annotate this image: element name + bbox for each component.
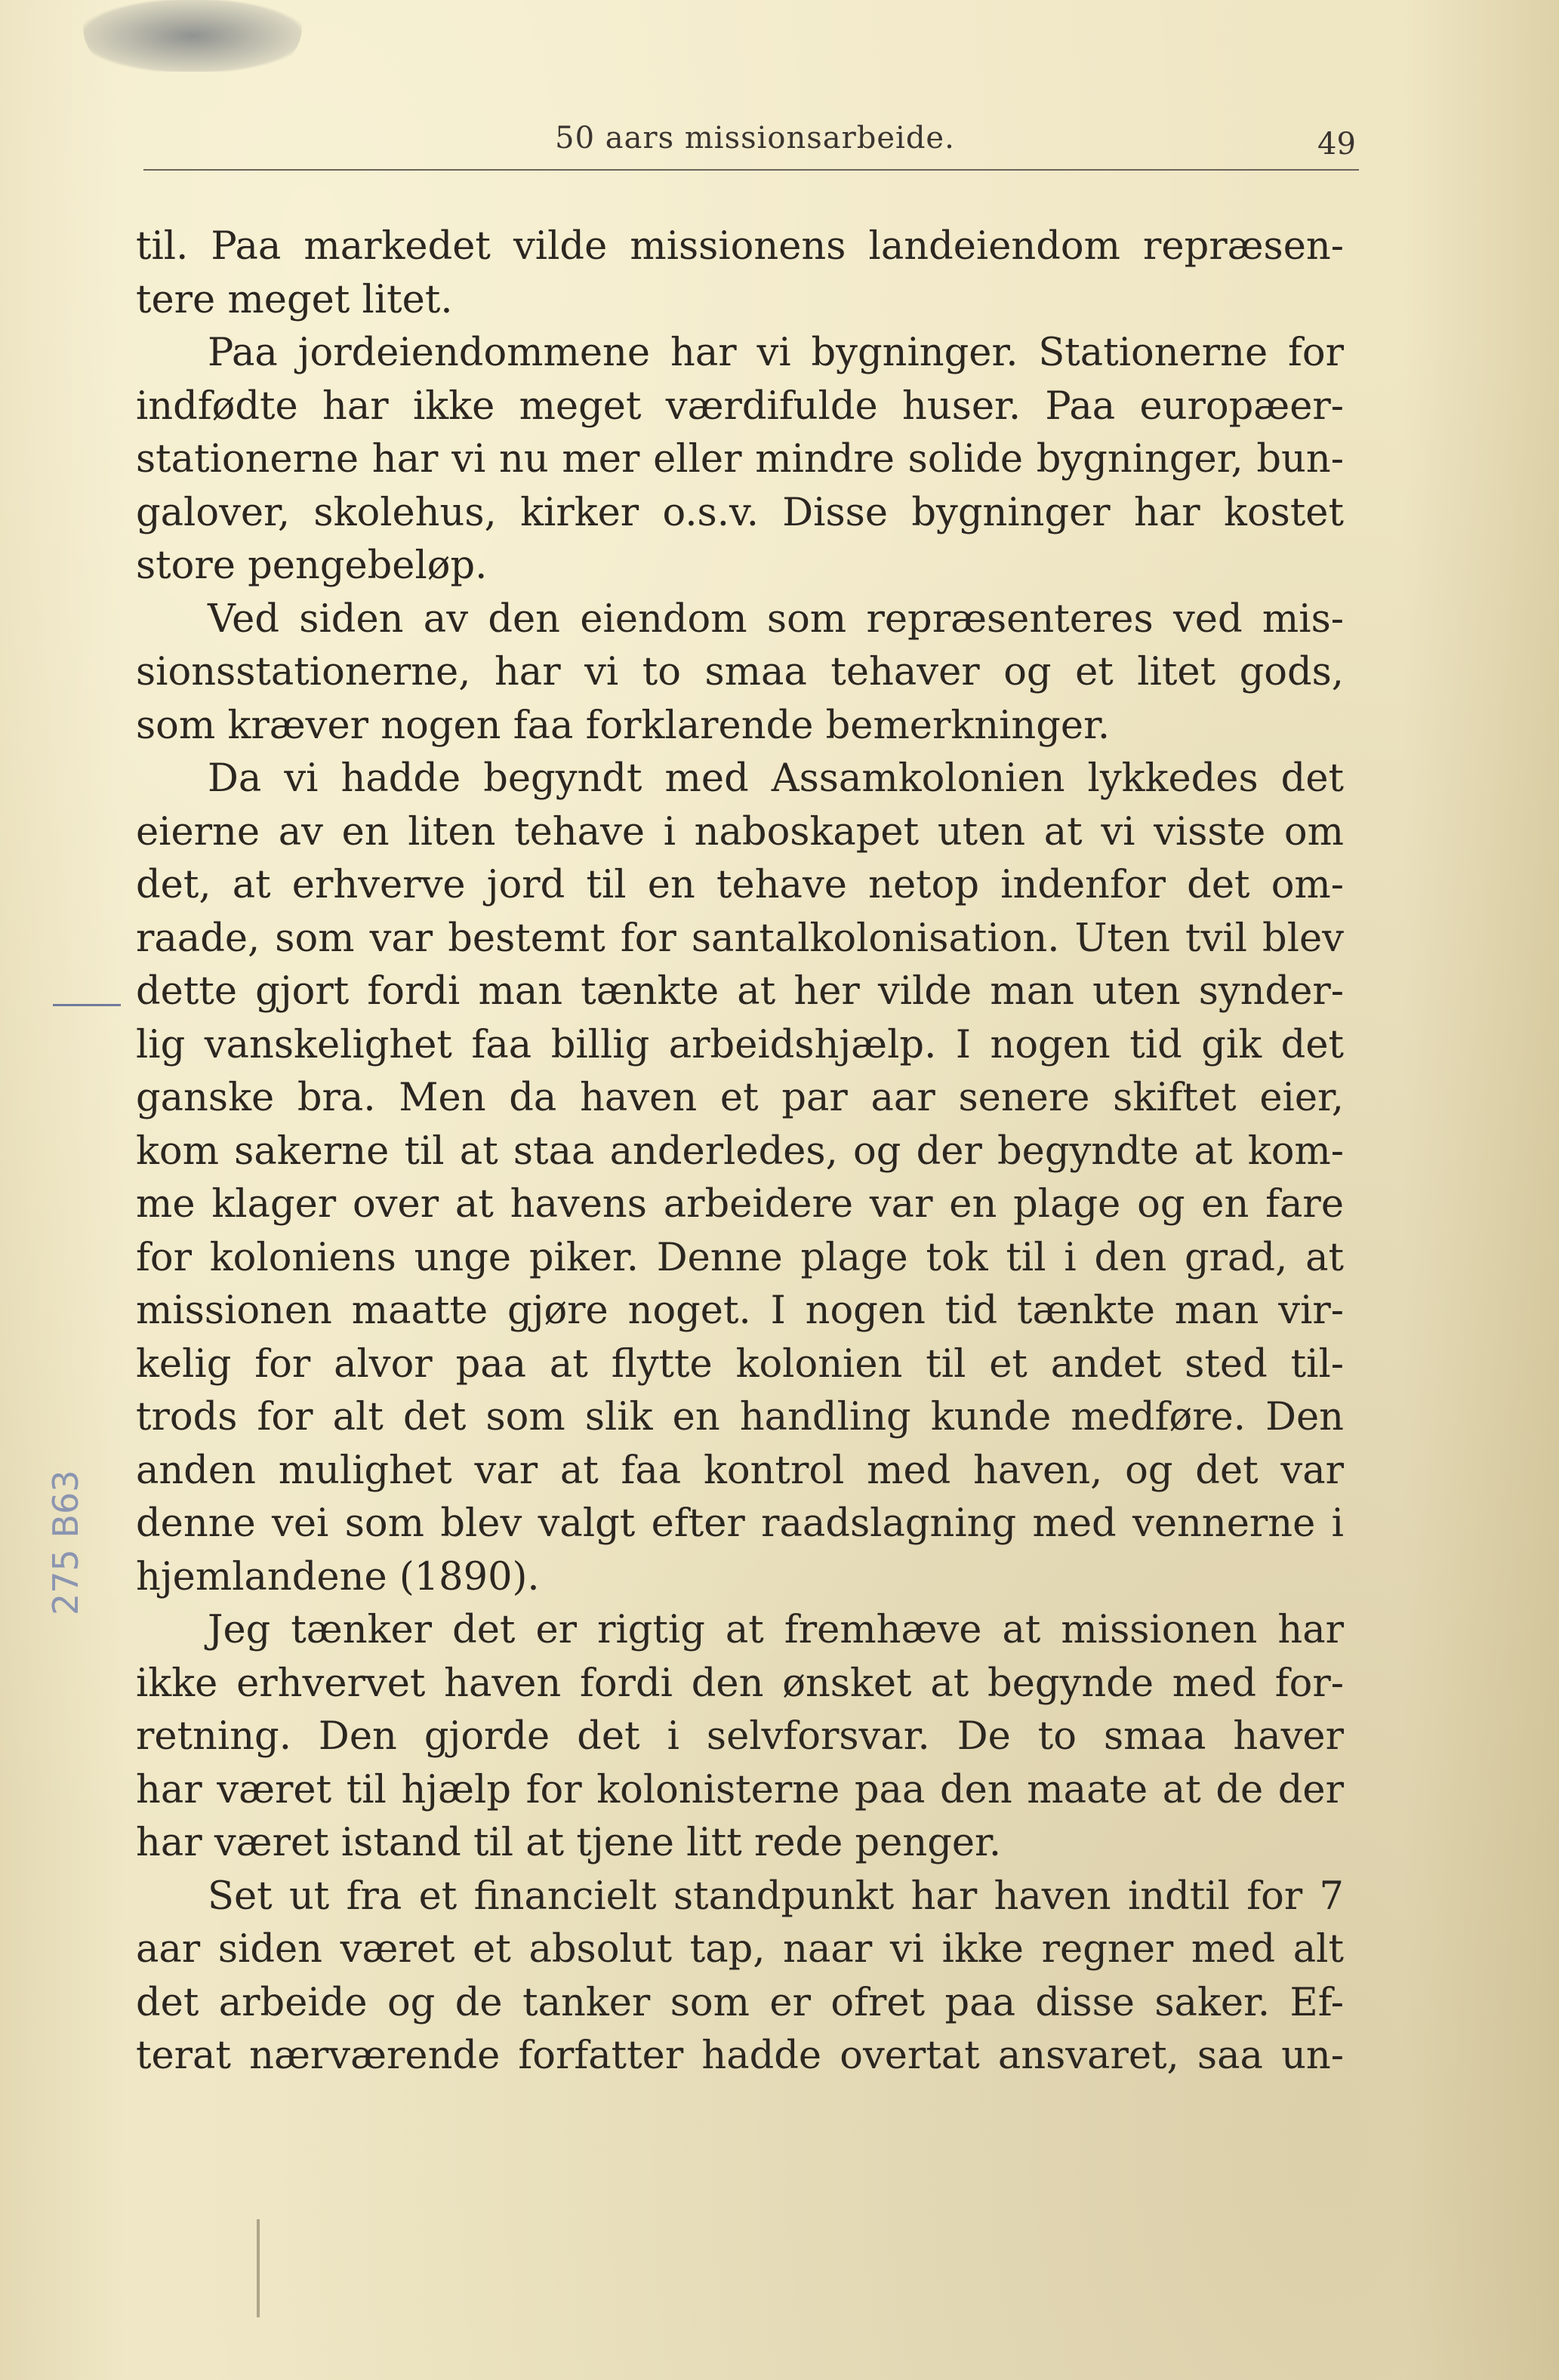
text-line: ganske bra. Men da haven et par aar senere skiftet eier, xyxy=(136,1076,1344,1120)
text-line: denne vei som blev valgt efter raadslagning med vennerne i xyxy=(136,1501,1344,1546)
text-line: store pengebeløp. xyxy=(136,543,488,588)
text-line: ikke erhvervet haven fordi den ønsket at begynde med for- xyxy=(136,1661,1344,1706)
margin-pencil-note xyxy=(45,936,106,1615)
running-head: 50 aars missionsarbeide. xyxy=(555,121,955,155)
text-line: dette gjort fordi man tænkte at her vilde man uten synder- xyxy=(136,969,1344,1014)
text-line: Paa jordeiendommene har vi bygninger. Stationerne for xyxy=(208,331,1344,375)
text-line: anden mulighet var at faa kontrol med haven, og det var xyxy=(136,1448,1344,1493)
text-line: for koloniens unge piker. Denne plage tok til i den grad, at xyxy=(136,1235,1344,1280)
body-text xyxy=(136,220,1344,2083)
text-line: hjemlandene (1890). xyxy=(136,1554,540,1599)
text-line: me klager over at havens arbeidere var en plage og en fare xyxy=(136,1182,1344,1227)
text-line: Set ut fra et financielt standpunkt har haven indtil for 7 xyxy=(208,1874,1344,1919)
text-line: aar siden været et absolut tap, naar vi ikke regner med alt xyxy=(136,1927,1344,1972)
text-line: lig vanskelighet faa billig arbeidshjælp. I nogen tid gik det xyxy=(136,1022,1344,1067)
header-rule xyxy=(143,169,1359,171)
margin-note-text: 275 B63 xyxy=(45,1470,86,1615)
text-line: kelig for alvor paa at flytte kolonien til et andet sted til- xyxy=(136,1341,1344,1387)
text-line: Jeg tænker det er rigtig at fremhæve at missionen har xyxy=(208,1608,1344,1652)
text-line: terat nærværende forfatter hadde overtat ansvaret, saa un- xyxy=(136,2034,1344,2078)
text-line: sionsstationerne, har vi to smaa tehaver og et litet gods, xyxy=(136,650,1344,694)
text-line: stationerne har vi nu mer eller mindre solide bygninger, bun- xyxy=(136,437,1344,482)
text-line: har været istand til at tjene litt rede penger. xyxy=(136,1821,1002,1865)
text-line: indfødte har ikke meget værdifulde huser. Paa europæer- xyxy=(136,383,1344,429)
text-line: som kræver nogen faa forklarende bemerkninger. xyxy=(136,703,1111,748)
text-line: raade, som var bestemt for santalkolonisation. Uten tvil blev xyxy=(136,916,1344,961)
text-line: til. Paa markedet vilde missionens landeiendom repræsen- xyxy=(136,224,1344,269)
page-number: 49 xyxy=(1317,127,1356,162)
library-stamp xyxy=(83,0,302,72)
text-line: det arbeide og de tanker som er ofret paa disse saker. Ef- xyxy=(136,1980,1344,2025)
scan-edge-mark xyxy=(257,2219,260,2317)
text-line: tere meget litet. xyxy=(136,277,453,322)
text-line: det, at erhverve jord til en tehave netop indenfor det om- xyxy=(136,863,1344,907)
text-line: retning. Den gjorde det i selvforsvar. De to smaa haver xyxy=(136,1714,1344,1759)
text-line: galover, skolehus, kirker o.s.v. Disse bygninger har kostet xyxy=(136,490,1344,535)
text-line: Da vi hadde begyndt med Assamkolonien lykkedes det xyxy=(208,756,1344,801)
text-line: eierne av en liten tehave i naboskapet uten at vi visste om xyxy=(136,809,1344,854)
text-line: missionen maatte gjøre noget. I nogen tid tænkte man vir- xyxy=(136,1289,1344,1333)
text-line: Ved siden av den eiendom som repræsenteres ved mis- xyxy=(208,596,1344,642)
text-line: har været til hjælp for kolonisterne paa den maate at de der xyxy=(136,1767,1344,1812)
text-line: trods for alt det som slik en handling kunde medføre. Den xyxy=(136,1395,1344,1439)
text-line: kom sakerne til at staa anderledes, og der begyndte at kom- xyxy=(136,1128,1344,1174)
